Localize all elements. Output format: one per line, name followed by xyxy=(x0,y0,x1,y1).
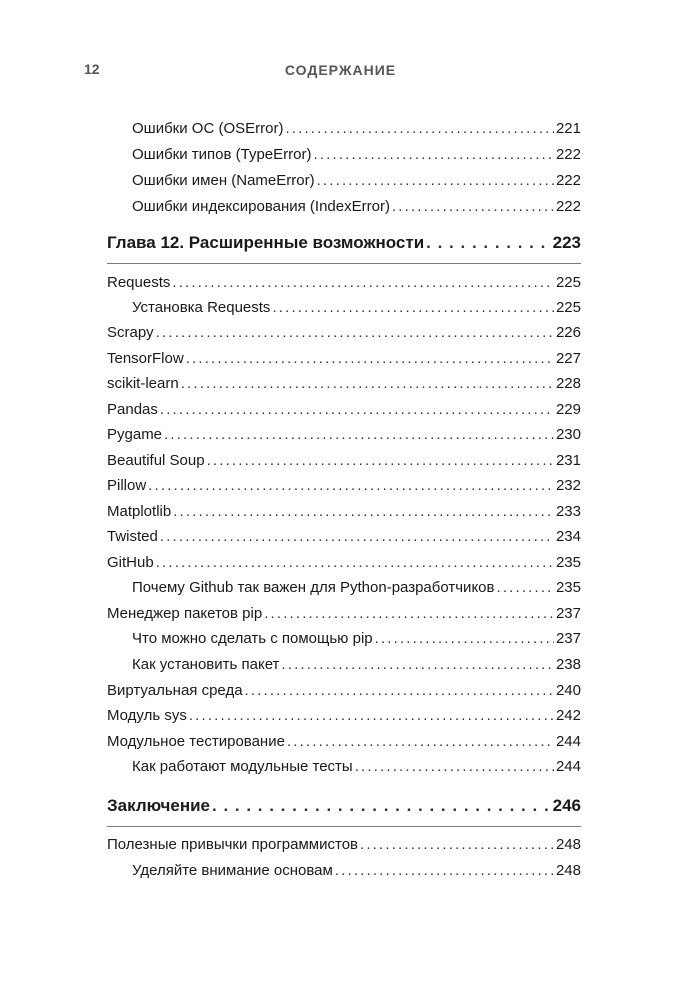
toc-entry[interactable] xyxy=(107,681,581,701)
toc-chapter-label: Заключение xyxy=(107,796,210,815)
toc-entry-page: 229 xyxy=(555,401,581,418)
toc-entry-page: 240 xyxy=(555,682,581,699)
toc-entry-label: Pillow xyxy=(107,477,147,494)
toc-entry[interactable] xyxy=(107,706,581,726)
toc-chapter-heading[interactable] xyxy=(107,233,581,253)
running-head: СОДЕРЖАНИЕ xyxy=(284,62,397,78)
leader-dots xyxy=(375,629,554,649)
toc-entry-page: 234 xyxy=(555,528,581,545)
toc-entry-label: Менеджер пакетов pip xyxy=(107,605,263,622)
toc-entry-page: 237 xyxy=(555,630,581,647)
leader-dots xyxy=(426,233,550,253)
leader-dots xyxy=(281,655,554,675)
toc-entry-label: TensorFlow xyxy=(107,350,184,367)
toc-entry-label: Почему Github так важен для Python-разработчиков xyxy=(132,579,495,596)
toc-entry-page: 248 xyxy=(555,836,581,853)
section-divider xyxy=(107,263,581,264)
leader-dots xyxy=(272,298,554,318)
toc-entry-page: 232 xyxy=(555,477,581,494)
toc-entry[interactable] xyxy=(132,119,581,139)
toc-entry-page: 235 xyxy=(555,554,581,571)
toc-entry[interactable] xyxy=(132,298,581,318)
page-number: 12 xyxy=(84,61,100,77)
leader-dots xyxy=(207,451,554,471)
toc-entry-label: Pandas xyxy=(107,401,158,418)
toc-entry[interactable] xyxy=(107,553,581,573)
toc-entry-label: Как установить пакет xyxy=(132,656,280,673)
leader-dots xyxy=(245,681,554,701)
leader-dots xyxy=(173,502,554,522)
toc-entry[interactable] xyxy=(132,655,581,675)
toc-entry-label: Установка Requests xyxy=(132,299,271,316)
toc-entry-page: 244 xyxy=(555,758,581,775)
leader-dots xyxy=(156,553,554,573)
toc-chapter-page: 246 xyxy=(552,796,581,815)
leader-dots xyxy=(355,757,554,777)
toc-entry-label: Scrapy xyxy=(107,324,154,341)
toc-entry-label: Полезные привычки программистов xyxy=(107,836,359,853)
toc-entry-label: Twisted xyxy=(107,528,158,545)
toc-entry-page: 238 xyxy=(555,656,581,673)
toc-entry[interactable] xyxy=(132,629,581,649)
leader-dots xyxy=(160,400,554,420)
toc-entry-label: Requests xyxy=(107,274,171,291)
toc-entry-page: 222 xyxy=(555,146,581,163)
leader-dots xyxy=(164,425,554,445)
toc-entry-page: 227 xyxy=(555,350,581,367)
toc-entry-page: 225 xyxy=(555,299,581,316)
toc-entry-page: 228 xyxy=(555,375,581,392)
toc-entry[interactable] xyxy=(107,604,581,624)
toc-entry[interactable] xyxy=(132,578,581,598)
toc-entry-label: Pygame xyxy=(107,426,163,443)
toc-entry-label: scikit-learn xyxy=(107,375,179,392)
toc-entry-page: 233 xyxy=(555,503,581,520)
toc-entry-page: 248 xyxy=(555,862,581,879)
toc-entry-label: Как работают модульные тесты xyxy=(132,758,353,775)
leader-dots xyxy=(285,119,554,139)
leader-dots xyxy=(264,604,554,624)
toc-entry-label: Ошибки имен (NameError) xyxy=(132,172,315,189)
toc-entry[interactable] xyxy=(107,425,581,445)
toc-entry-label: Уделяйте внимание основам xyxy=(132,862,333,879)
toc-entry[interactable] xyxy=(132,757,581,777)
toc-entry-page: 242 xyxy=(555,707,581,724)
toc-entry-page: 230 xyxy=(555,426,581,443)
toc-entry-page: 222 xyxy=(555,198,581,215)
toc-entry[interactable] xyxy=(107,476,581,496)
toc-entry-label: Ошибки индексирования (IndexError) xyxy=(132,198,390,215)
leader-dots xyxy=(287,732,554,752)
leader-dots xyxy=(496,578,553,598)
toc-entry-page: 226 xyxy=(555,324,581,341)
leader-dots xyxy=(181,374,554,394)
toc-entry-label: Ошибки типов (TypeError) xyxy=(132,146,312,163)
toc-entry-label: GitHub xyxy=(107,554,154,571)
leader-dots xyxy=(335,861,554,881)
toc-entry[interactable] xyxy=(107,732,581,752)
toc-entry-page: 222 xyxy=(555,172,581,189)
toc-chapter-label: Глава 12. Расширенные возможности xyxy=(107,233,425,252)
toc-entry-label: Модуль sys xyxy=(107,707,187,724)
toc-entry-label: Что можно сделать с помощью pip xyxy=(132,630,373,647)
toc-entry-page: 231 xyxy=(555,452,581,469)
toc-entry-page: 225 xyxy=(555,274,581,291)
leader-dots xyxy=(156,323,554,343)
toc-entry[interactable] xyxy=(132,197,581,217)
toc-entry[interactable] xyxy=(107,527,581,547)
toc-entry-label: Ошибки ОС (OSError) xyxy=(132,120,284,137)
leader-dots xyxy=(172,273,554,293)
toc-entry-label: Beautiful Soup xyxy=(107,452,205,469)
toc-entry[interactable] xyxy=(107,835,581,855)
toc-chapter-page: 223 xyxy=(552,233,581,252)
leader-dots xyxy=(313,145,553,165)
toc-entry[interactable] xyxy=(107,349,581,369)
toc-entry-page: 235 xyxy=(555,579,581,596)
toc-entry[interactable] xyxy=(107,400,581,420)
leader-dots xyxy=(160,527,554,547)
toc-chapter-heading[interactable] xyxy=(107,796,581,816)
leader-dots xyxy=(212,796,551,816)
toc-entry[interactable] xyxy=(107,502,581,522)
toc-entry[interactable] xyxy=(132,145,581,165)
toc-entry[interactable] xyxy=(107,323,581,343)
toc-entry[interactable] xyxy=(107,374,581,394)
toc-entry[interactable] xyxy=(132,861,581,881)
leader-dots xyxy=(186,349,554,369)
toc-entry[interactable] xyxy=(132,171,581,191)
section-divider xyxy=(107,826,581,827)
leader-dots xyxy=(360,835,554,855)
toc-entry-page: 237 xyxy=(555,605,581,622)
toc-entry-page: 221 xyxy=(555,120,581,137)
toc-entry[interactable] xyxy=(107,451,581,471)
toc-entry-label: Модульное тестирование xyxy=(107,733,285,750)
leader-dots xyxy=(189,706,554,726)
leader-dots xyxy=(148,476,554,496)
toc-entry[interactable] xyxy=(107,273,581,293)
leader-dots xyxy=(317,171,554,191)
toc-entry-label: Matplotlib xyxy=(107,503,172,520)
leader-dots xyxy=(392,197,554,217)
toc-entry-label: Виртуальная среда xyxy=(107,682,243,699)
toc-entry-page: 244 xyxy=(555,733,581,750)
